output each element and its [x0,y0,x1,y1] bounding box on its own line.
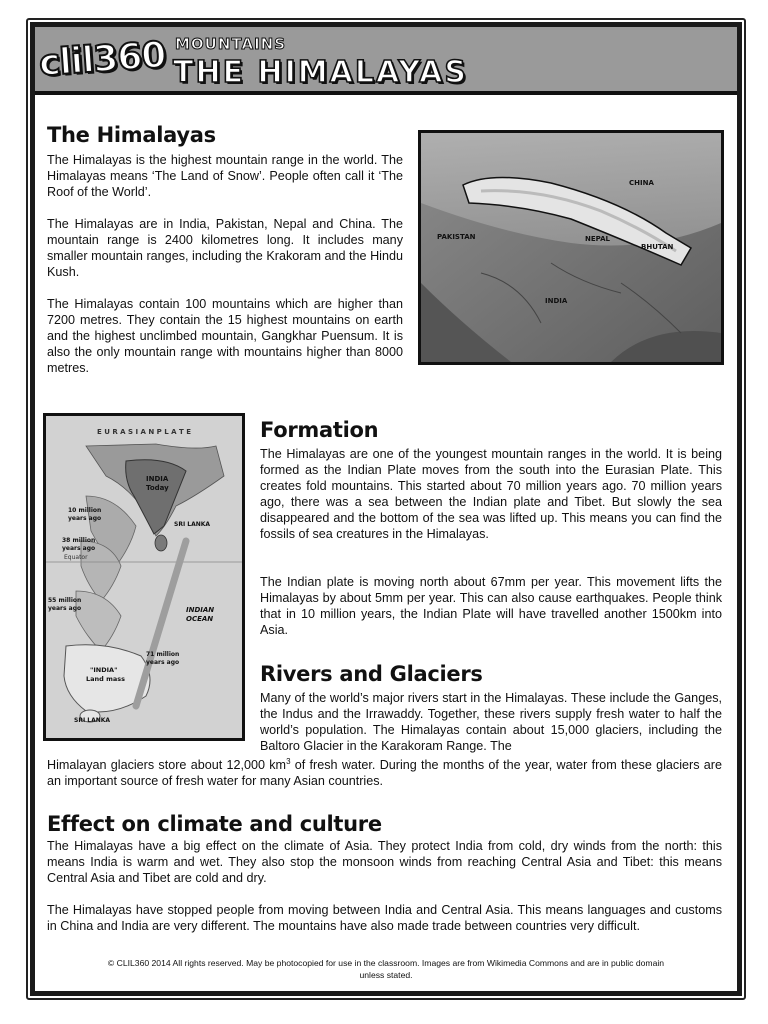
header-banner [35,27,737,95]
indian-plate-drift-map [43,413,245,741]
himalayas-relief-map [418,130,724,365]
map-label-sri-lanka-bottom: SRI LANKA [74,717,111,724]
rivers-paragraph-part-1: Many of the world’s major rivers start in the Himalayas. These include the Ganges, the Indus and the Irrawaddy. Together, these rivers supply fresh water to half the world’s population. The Himalayas contain about 15,000 glaciers, including the Baltoro Glacier in the Karakoram Range. The [260,691,722,753]
climate-paragraph-1: The Himalayas have a big effect on the climate of Asia. They protect India from cold, dry winds from the north: this means India is warm and wet. They also stop the monsoon winds from reaching Central Asia and Tibet: this means Central Asia and Tibet are cold and dry. [47,839,722,885]
banner-subtitle: MOUNTAINS [175,35,287,53]
himalayas-paragraph-3: The Himalayas contain 100 mountains which are higher than 7200 metres. They contain the 15 highest mountains on earth and the highest unclimbed mountain, Gangkhar Puensum. It is also the only mountain range with mountains higher than 8000 metres. [47,297,403,375]
map-label-nepal: NEPAL [585,235,611,243]
map-label-sri-lanka-top: SRI LANKA [174,521,211,528]
map-label-india: INDIA [545,297,568,305]
footer-line-1: © CLIL360 2014 All rights reserved. May be photocopied for use in the classroom. Images are from Wikimedia Commons and are in public domain [107,958,665,968]
map-label-55-million-2: years ago [48,605,82,612]
footer-line-2: unless stated. [359,970,413,980]
heading-effect-on-climate: Effect on climate and culture [47,812,382,836]
map-label-71-million-1: 71 million [146,651,180,658]
map-label-india-today-1: INDIA [146,475,169,483]
clil360-logo: clil360 [37,34,167,85]
formation-paragraph-2: The Indian plate is moving north about 67mm per year. This movement lifts the Himalayas by about 5mm per year. This can also cause earthquakes. People think that in 10 million years, the Indian Plate will have travelled another 1500km into Asia. [260,575,722,637]
map-label-pakistan: PAKISTAN [437,233,476,241]
copyright-footer [35,957,737,981]
heading-the-himalayas: The Himalayas [47,123,216,147]
rivers-paragraph-part-2: Himalayan glaciers store about 12,000 $km^3$ of fresh water. During the months of the year, water from these glaciers are an important source of fresh water for many Asian countries. [47,757,722,789]
map-label-10-million-2: years ago [68,515,102,522]
himalayas-paragraph-2: The Himalayas are in India, Pakistan, Nepal and China. The mountain range is 2400 kilometres long. It includes many smaller mountain ranges, including the Krakoram and the Hindu Kush. [47,217,403,279]
heading-rivers-and-glaciers: Rivers and Glaciers [260,662,483,686]
cubic-superscript: 3 [286,757,291,766]
map-label-bhutan: BHUTAN [641,243,674,251]
map-label-38-million-2: years ago [62,545,96,552]
formation-paragraph-1: The Himalayas are one of the youngest mountain ranges in the world. It is being formed as the Indian Plate moves from the south into the Eurasian Plate. This creates fold mountains. This started about 70 million years ago. 70 million years ago, there was a sea between the Indian plate and Tibet. But slowly the sea disappeared and the bottom of the sea was lifted up. This means you can find the fossils of sea creatures in the Himalayas. [260,447,722,541]
banner-title: THE HIMALAYAS [173,55,468,90]
map-label-71-million-2: years ago [146,659,180,666]
map-label-equator: Equator [64,554,88,561]
map-label-china: CHINA [629,179,654,187]
map-label-55-million-1: 55 million [48,597,82,604]
map-label-indian-ocean-2: OCEAN [186,615,214,623]
map-label-eurasian-plate: E U R A S I A N P L A T E [96,428,192,436]
worksheet-page [30,22,742,996]
map-label-india-landmass-1: "INDIA" [90,666,118,674]
himalayas-paragraph-1: The Himalayas is the highest mountain range in the world. The Himalayas means ‘The Land of Snow’. People often call it ‘The Roof of the World’. [47,153,403,199]
map-label-indian-ocean-1: INDIAN [186,606,215,614]
map-label-india-today-2: Today [146,484,169,492]
climate-paragraph-2: The Himalayas have stopped people from moving between India and Central Asia. This means languages and customs in China and India are very different. The mountains have also made trade between countries very difficult. [47,903,722,933]
heading-formation: Formation [260,418,379,442]
map-label-38-million-1: 38 million [62,537,96,544]
map-label-india-landmass-2: Land mass [86,675,125,683]
map-label-10-million-1: 10 million [68,507,102,514]
